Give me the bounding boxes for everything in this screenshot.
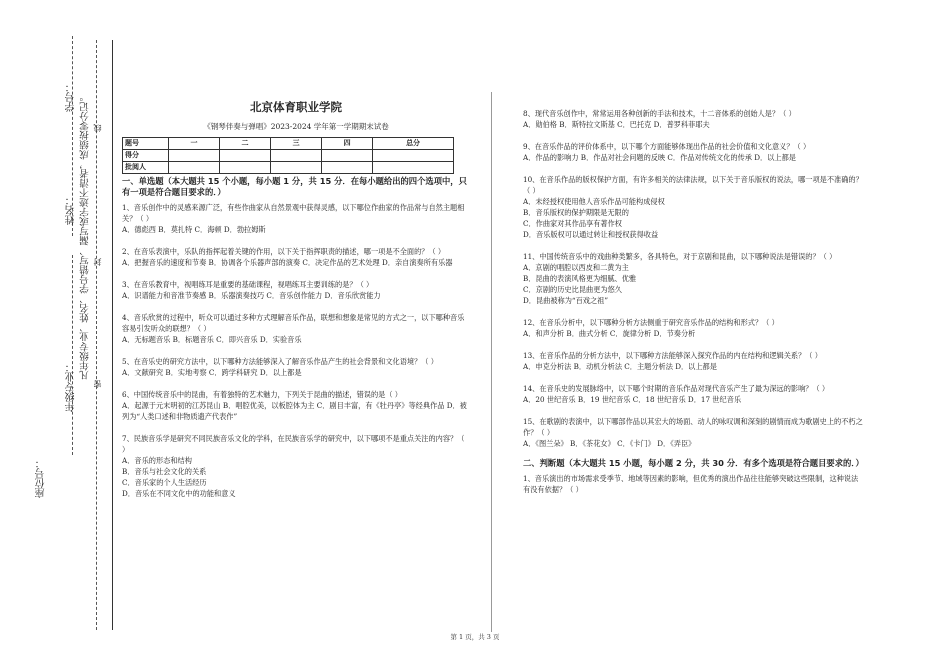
header-cell: 一: [169, 138, 220, 150]
header-cell: 三: [271, 138, 322, 150]
option-b: B．音乐版权的保护期限是无限的: [523, 208, 629, 217]
question-options: A．作品的影响力 B．作品对社会问题的反映 C．作品对传统文化的传承 D．以上都是: [523, 153, 796, 162]
right-column: [523, 104, 863, 495]
option-c: C．作曲家对其作品享有著作权: [523, 219, 622, 228]
student-id-label: 学号：: [66, 82, 77, 112]
question-stem: 13、在音乐作品的分析方法中，以下哪种方法能够深入探究作品的内在结构和逻辑关系？（ ）: [523, 351, 822, 360]
question-9: [523, 141, 863, 163]
column-divider: [491, 92, 492, 632]
question-13: [523, 350, 863, 372]
question-14: [523, 383, 863, 405]
option-a: A．音乐的形态和结构: [122, 456, 192, 465]
reviewer-cell[interactable]: [169, 162, 220, 174]
question-options: A．20 世纪音乐 B．19 世纪音乐 C．18 世纪音乐 D．17 世纪音乐: [523, 395, 742, 404]
option-b: B．昆曲的表演风格更为细腻、优雅: [523, 274, 637, 283]
question-options: A．起源于元末明初的江苏昆山 B．唱腔优美，以板腔体为主 C．剧目丰富，有《牡丹亭》等经典作品 D．被列为“人类口述和非物质遗产代表作”: [122, 401, 467, 421]
row-label: 得分: [123, 150, 169, 162]
question-options: A．无标题音乐 B．标题音乐 C．即兴音乐 D．实验音乐: [122, 335, 302, 344]
header-cell: 总分: [373, 138, 454, 150]
score-row: [123, 150, 454, 162]
question-stem: 2、在音乐表演中，乐队的指挥起着关键的作用，以下关于指挥职责的描述，哪一项是不全面的？（ ）: [122, 247, 446, 256]
score-table: [122, 137, 454, 174]
question-12: [523, 317, 863, 339]
major-label: 年级专业：: [66, 362, 77, 412]
reviewer-cell[interactable]: [220, 162, 271, 174]
question-stem: 5、在音乐史的研究方法中，以下哪种方法能够深入了解音乐作品产生的社会背景和文化语境？（ ）: [122, 357, 438, 366]
question-options: A．文献研究 B．实地考察 C．跨学科研究 D．以上都是: [122, 368, 302, 377]
option-d: D．音乐版权可以通过转让和授权获得收益: [523, 230, 659, 239]
binding-strip: [0, 0, 115, 672]
question-options: A．和声分析 B．曲式分析 C．旋律分析 D．节奏分析: [523, 329, 696, 338]
option-a: A．京剧的唱腔以西皮和二黄为主: [523, 263, 629, 272]
question-5: [122, 356, 470, 378]
question-options: A．勋伯格 B．斯特拉文斯基 C．巴托克 D．普罗科菲耶夫: [523, 120, 710, 129]
question-stem: 11、中国传统音乐中的戏曲种类繁多，各具特色，对于京剧和昆曲，以下哪种说法是错误的？（ ）: [523, 252, 837, 261]
question-options: A．识谱能力和音准节奏感 B．乐器演奏技巧 C．音乐创作能力 D．音乐欣赏能力: [122, 291, 381, 300]
question-3: [122, 279, 470, 301]
question-1: [122, 202, 470, 235]
question-7: [122, 433, 470, 499]
question-options: A．把握音乐的速度和节奏 B．协调各个乐器声部的演奏 C．决定作品的艺术处理 D．亲自演奏所有乐器: [122, 258, 453, 267]
option-d: D．昆曲被称为“百戏之祖”: [523, 296, 608, 305]
question-options: A．《图兰朵》 B．《茶花女》 C．《卡门》 D．《弄臣》: [523, 439, 696, 448]
score-cell[interactable]: [220, 150, 271, 162]
row-label: 批阅人: [123, 162, 169, 174]
seat-label: 座位号：: [36, 458, 47, 498]
score-cell[interactable]: [169, 150, 220, 162]
score-table-header: [123, 138, 454, 150]
header-cell: 二: [220, 138, 271, 150]
question-stem: 1、音乐演出的市场需求受季节、地域等因素的影响，但优秀的演出作品往往能够突破这些限制，这种说法有没有依据？（ ）: [523, 474, 859, 494]
score-cell[interactable]: [271, 150, 322, 162]
question-stem: 7、民族音乐学是研究不同民族音乐文化的学科，在民族音乐学的研究中，以下哪项不是重点关注的内容？（ ）: [122, 434, 465, 454]
seal-char-feng: 封: [93, 258, 102, 266]
score-cell[interactable]: [322, 150, 373, 162]
score-cell[interactable]: [373, 150, 454, 162]
question-15: [523, 416, 863, 449]
question-stem: 14、在音乐史的发展脉络中，以下哪个时期的音乐作品对现代音乐产生了最为深远的影响？（ ）: [523, 384, 830, 393]
school-title: 北京体育职业学院: [250, 100, 342, 114]
judgment-question-1: [523, 473, 863, 495]
exam-subtitle: 《钢琴伴奏与弹唱》2023-2024 学年第一学期期末试卷: [203, 122, 389, 131]
question-stem: 1、音乐创作中的灵感来源广泛，有些作曲家从自然景观中获得灵感，以下哪位作曲家的作品常与自然主题相关？（ ）: [122, 203, 465, 223]
left-column: [122, 92, 470, 499]
reviewer-cell[interactable]: [373, 162, 454, 174]
reviewer-row: [123, 162, 454, 174]
question-stem: 9、在音乐作品的评价体系中，以下哪个方面能够体现出作品的社会价值和文化意义？（ ）: [523, 142, 811, 151]
question-11: [523, 251, 863, 306]
section1-heading: 一、单选题（本大题共 15 个小题，每小题 1 分，共 15 分．在每小题给出的四个选项中，只有一项是符合题目要求的．）: [122, 176, 467, 197]
option-d: D．音乐在不同文化中的功能和意义: [122, 489, 236, 498]
inner-solid-line: [112, 40, 113, 630]
question-stem: 8、现代音乐创作中，常常运用各种创新的手法和技术，十二音体系的创始人是？（ ）: [523, 109, 796, 118]
question-6: [122, 389, 470, 422]
reviewer-cell[interactable]: [271, 162, 322, 174]
section2-heading: 二、判断题（本大题共 15 小题，每小题 2 分，共 30 分．有多个选项是符合题目要求的．）: [523, 458, 864, 468]
question-stem: 3、在音乐教育中，视唱练耳是重要的基础课程，视唱练耳主要训练的是？（ ）: [122, 280, 374, 289]
seal-char-mi: 密: [93, 380, 102, 388]
name-label: 姓名：: [66, 195, 77, 225]
inner-dashed-line-lower: [72, 255, 73, 455]
question-10: [523, 174, 863, 240]
option-c: C．京剧的历史比昆曲更为悠久: [523, 285, 622, 294]
question-stem: 10、在音乐作品的版权保护方面，有许多相关的法律法规，以下关于音乐版权的说法，哪一项是不准确的？（ ）: [523, 175, 863, 195]
option-b: B．音乐与社会文化的关系: [122, 467, 207, 476]
question-2: [122, 246, 470, 268]
seal-char-xian: 线: [93, 124, 102, 132]
question-stem: 12、在音乐分析中，以下哪种分析方法侧重于研究音乐作品的结构和形式？（ ）: [523, 318, 779, 327]
page-footer: 第 1 页，共 3 页: [450, 633, 500, 641]
question-options: A．德彪西 B．莫扎特 C．海顿 D．勃拉姆斯: [122, 225, 266, 234]
binding-notice: 凡年级专业、姓名、学号错写、漏写或字迹不清者，成绩按零分记。: [80, 92, 91, 380]
reviewer-cell[interactable]: [322, 162, 373, 174]
question-options: A．申克分析法 B．动机分析法 C．主题分析法 D．以上都是: [523, 362, 717, 371]
question-4: [122, 312, 470, 345]
question-stem: 4、音乐欣赏的过程中，听众可以通过多种方式理解音乐作品，联想和想象是常见的方式之一，以下哪种音乐容易引发听众的联想？（ ）: [122, 313, 465, 333]
option-c: C．音乐家的个人生活经历: [122, 478, 207, 487]
question-8: [523, 108, 863, 130]
option-a: A．未经授权使用他人音乐作品可能构成侵权: [523, 197, 665, 206]
header-cell: 四: [322, 138, 373, 150]
question-stem: 15、在歌剧的表演中，以下哪部作品以其宏大的场面、动人的咏叹调和深刻的剧情而成为歌剧史上的不朽之作？（ ）: [523, 417, 863, 437]
question-stem: 6、中国传统音乐中的昆曲，有着独特的艺术魅力，下列关于昆曲的描述，错误的是（ ）: [122, 390, 402, 399]
header-cell: 题号: [123, 138, 169, 150]
